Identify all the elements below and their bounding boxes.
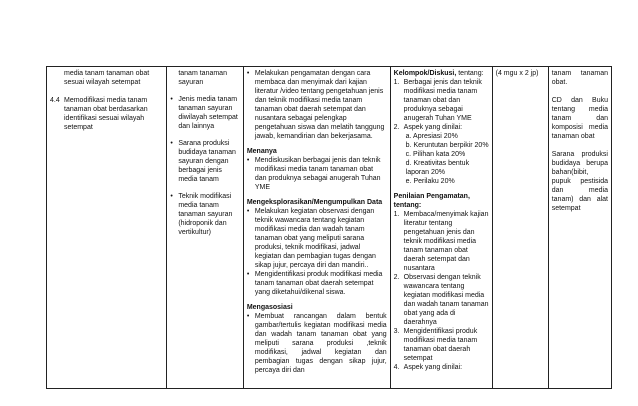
kegiatan-item xyxy=(247,270,387,297)
bullet-icon: • xyxy=(246,208,250,215)
penilaian-item xyxy=(394,210,489,273)
bullet-icon: • xyxy=(246,157,250,164)
kd-number: 4.4 xyxy=(50,97,60,104)
kegiatan-item xyxy=(247,69,387,141)
materi-item-text: Teknik modifikasi media tanam tanaman sayuran (hidroponik dan vertikultur) xyxy=(178,193,233,236)
bullet-icon: • xyxy=(170,96,173,103)
penilaian-item xyxy=(394,273,489,327)
materi-top: tanam tanaman sayuran xyxy=(178,70,227,86)
sumber-item: tanam tanaman obat. xyxy=(551,70,608,86)
materi-item xyxy=(170,95,239,131)
kd-4-4 xyxy=(50,96,163,132)
aspek-item: c. Pilihan kata 20% xyxy=(405,151,466,158)
kegiatan-text: Mengidentifikasi produk modifikasi media tanam tanaman obat daerah setempat yang diketahui/dikenal siswa. xyxy=(254,271,383,296)
kegiatan-cell xyxy=(243,67,390,389)
alokasi-waktu-cell xyxy=(492,67,548,389)
materi-cell xyxy=(167,67,243,389)
table-row xyxy=(47,67,612,389)
kegiatan-text: Mendiskusikan berbagai jenis dan teknik modifikasi media tanam tanaman obat dan produknya sebagai anugerah Tuhan YME xyxy=(254,157,381,191)
penilaian-text: Berbagai jenis dan teknik modifikasi media tanam tanaman obat dan produknya sebagai anugerah Tuhan YME xyxy=(403,79,482,122)
kegiatan-item xyxy=(247,207,387,270)
bullet-icon: • xyxy=(170,140,173,147)
materi-item-text: Sarana produksi budidaya tanaman sayuran dengan berbagai jenis media tanam xyxy=(178,140,236,183)
heading-eksplorasi: Mengeksplorasikan/Mengumpulkan Data xyxy=(246,199,383,206)
penilaian-text: Observasi dengan teknik wawancara tentang kegiatan modifikasi media dan wadah tanam tanaman obat yang ada di daerahnya xyxy=(403,274,489,326)
heading-asosiasi: Mengasosiasi xyxy=(246,304,293,311)
penilaian-text: Aspek yang dinilai: xyxy=(403,124,463,131)
penilaian-text: Mengidentifikasi produk modifikasi media tanam tanaman obat daerah setempat xyxy=(403,328,478,362)
penilaian-item xyxy=(394,327,489,363)
sumber-item: CD dan Buku tentang media tanam dan komposisi media tanaman obat xyxy=(551,97,608,140)
kelompok-label: Kelompok/Diskusi, xyxy=(393,70,457,77)
item-number: 4. xyxy=(393,364,400,371)
kegiatan-item xyxy=(247,312,387,375)
materi-item xyxy=(170,192,239,237)
heading-menanya: Menanya xyxy=(246,148,277,155)
sumber-item: Sarana produksi budidaya berupa bahan(bibit, pupuk pestisida dan media tanam) dan alat setempat xyxy=(551,151,608,212)
penilaian-item xyxy=(394,78,489,123)
kegiatan-item xyxy=(247,156,387,192)
bullet-icon: • xyxy=(246,70,250,77)
aspek-item: b. Keruntutan berpikir 20% xyxy=(405,142,489,149)
item-number: 2. xyxy=(393,124,400,131)
bullet-icon: • xyxy=(170,193,173,200)
penilaian-cell xyxy=(390,67,492,389)
penilaian-kelompok-heading xyxy=(394,69,489,78)
bullet-icon: • xyxy=(246,313,250,320)
materi-item xyxy=(170,139,239,184)
item-number: 1. xyxy=(393,79,400,86)
aspek-item: e. Perilaku 20% xyxy=(405,178,455,185)
kompetensi-dasar-cell xyxy=(47,67,167,389)
materi-item-text: Jenis media tanam tanaman sayuran diwilayah setempat dan lainnya xyxy=(178,96,238,130)
penilaian-text: Aspek yang dinilai: xyxy=(403,364,463,371)
item-number: 3. xyxy=(393,328,400,335)
bullet-icon: • xyxy=(246,271,250,278)
kd-text: Memodifikasi media tanam tanaman obat berdasarkan identifikasi sesuai wilayah setempat xyxy=(64,97,148,131)
kegiatan-text: Membuat rancangan dalam bentuk gambar/tertulis kegiatan modifikasi media dan wadah tanam tanaman obat yang meliputi sarana produksi ,teknik modifikasi, jadwal kegiatan dan pembagian tugas dengan sikap jujur, percaya diri dan xyxy=(254,313,387,374)
aspek-item: d. Kreativitas bentuk laporan 20% xyxy=(405,160,470,176)
penilaian-item xyxy=(394,363,489,372)
penilaian-item xyxy=(394,123,489,132)
syllabus-table xyxy=(46,66,612,389)
sumber-belajar-cell xyxy=(548,67,611,389)
kegiatan-text: Melakukan pengamatan dengan cara membaca dan menyimak dari kajian literatur /video tentang pengetahuan jenis dan teknik modifikasi media tanam tanaman obat daerah setempat dan nusantara sebagai pelengkap pengetahuan siswa dan melatih tanggung jawab, kemandirian dan bekerjasama. xyxy=(254,70,385,140)
kelompok-tail: tentang: xyxy=(456,70,484,77)
kegiatan-text: Melakukan kegiatan observasi dengan teknik wawancara tentang kegiatan modifikasi media dan wadah tanam tanaman obat yang meliputi sarana produksi, teknik modifikasi, jadwal kegiatan dan pembagian tugas dengan sikap jujur, percaya diri dan mandiri.. xyxy=(254,208,376,269)
aspek-item: a. Apresiasi 20% xyxy=(405,133,458,140)
penilaian-text: Membaca/menyimak kajian literatur tentang pengetahuan jenis dan teknik modifikasi media tanam tanaman obat daerah setempat dan nusantara xyxy=(403,211,489,272)
penilaian-pengamatan-heading: Penilaian Pengamatan, tentang: xyxy=(393,193,470,209)
item-number: 2. xyxy=(393,274,400,281)
alokasi-waktu-text: (4 mgu x 2 jp) xyxy=(495,70,539,77)
item-number: 1. xyxy=(393,211,400,218)
kd-continued-text: media tanam tanaman obat sesuai wilayah setempat xyxy=(64,70,150,86)
